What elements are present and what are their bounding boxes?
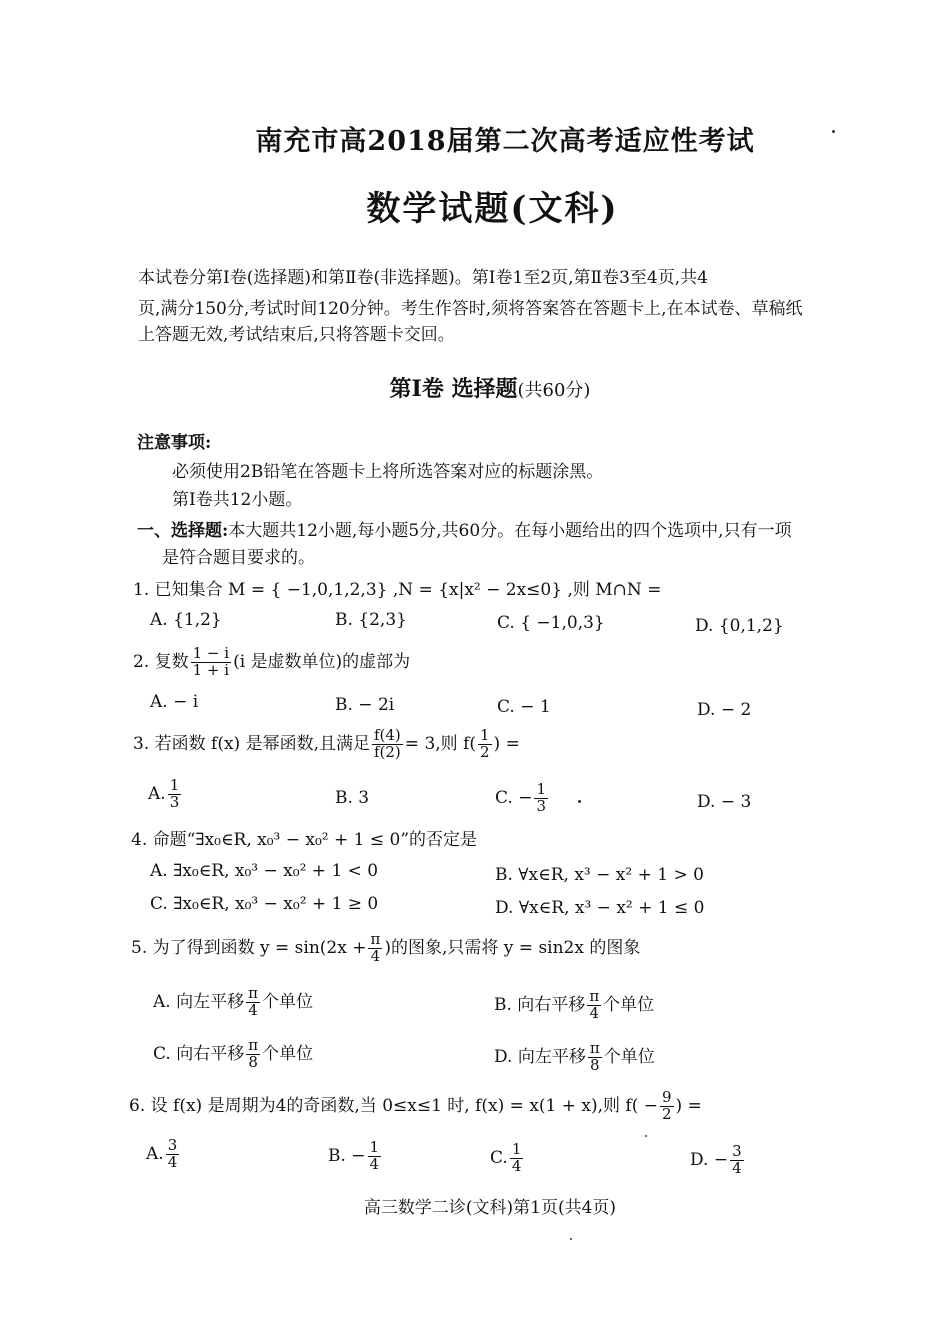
q3-option-a-label: A. [148,783,166,804]
section-score: (共60分) [517,380,591,401]
q3-stem-pre: 3. 若函数 f(x) 是幂函数,且满足 [133,733,370,754]
q5-option-a-post: 个单位 [261,991,313,1012]
q5-fraction-den: 4 [370,946,381,965]
q6-option-d [690,1144,746,1177]
q2-stem-post: (i 是虚数单位)的虚部为 [233,651,411,672]
notes-title: 注意事项: [137,433,212,453]
q3-stem-post: ) = [493,733,520,754]
q5-stem [131,932,640,965]
q1-option-b: B. {2,3} [335,610,407,630]
q5-option-d [494,1041,655,1074]
q4-option-d: D. ∀x∈R, x³ − x² + 1 ≤ 0 [495,898,705,918]
q5-option-c-fraction [246,1038,260,1071]
part-heading-line-2: 是符合题目要求的。 [162,548,315,568]
q6-option-b-den: 4 [369,1154,380,1173]
q5-option-d-fraction [588,1041,602,1074]
q5-option-b-pre: B. 向右平移 [494,994,586,1015]
q3-stem [133,728,520,761]
intro-line-1: 本试卷分第Ⅰ卷(选择题)和第Ⅱ卷(非选择题)。第Ⅰ卷1至2页,第Ⅱ卷3至4页,共4 [138,268,708,288]
q5-option-c [153,1038,313,1071]
q3-option-d: D. − 3 [697,792,752,812]
q3-fraction-den: f(2) [373,742,401,761]
q3-option-a-den: 3 [169,792,180,811]
q6-option-b-label: B. − [328,1145,366,1166]
scan-speck [832,130,835,133]
q6-option-a-fraction [166,1138,180,1171]
q2-stem [133,646,410,679]
q5-option-c-pre: C. 向右平移 [153,1043,245,1064]
q3-option-c [495,782,550,815]
section-title [0,378,950,400]
q5-option-c-den: 8 [248,1052,258,1071]
q4-option-c: C. ∃x₀∈R, x₀³ − x₀² + 1 ≥ 0 [150,894,379,914]
q5-option-d-den: 8 [590,1055,600,1074]
q6-option-d-num: 3 [732,1142,742,1160]
q6-option-a-num: 3 [167,1136,178,1154]
q3-option-a-fraction [168,778,182,811]
q6-fraction-num: 9 [662,1088,672,1106]
q1-option-c: C. { −1,0,3} [497,613,605,633]
q6-option-b [328,1140,383,1173]
q3-stem-mid: = 3,则 f( [404,733,476,754]
q6-option-c [490,1142,525,1175]
part-heading-label: 一、选择题: [137,521,229,541]
q5-option-d-num: π [589,1039,600,1057]
q2-fraction [191,646,231,679]
q6-option-d-label: D. − [690,1149,729,1170]
q5-option-a-den: 4 [248,1000,258,1019]
q5-option-b-den: 4 [589,1003,600,1022]
q5-option-a [153,986,313,1019]
q5-option-c-num: π [248,1036,259,1054]
q5-option-b-fraction [587,989,601,1022]
q6-stem-post: ) = [675,1095,702,1116]
intro-line-2: 页,满分150分,考试时间120分钟。考生作答时,须将答案答在答题卡上,在本试卷、草稿纸 [138,299,803,319]
q5-option-a-pre: A. 向左平移 [153,991,245,1012]
q2-option-b: B. − 2i [335,695,395,715]
q6-stem-pre: 6. 设 f(x) 是周期为4的奇函数,当 0≤x≤1 时, f(x) = x(1 + x),则 f( − [129,1095,658,1116]
q2-option-d: D. − 2 [697,700,752,720]
q6-fraction [660,1090,674,1123]
q3-fraction-2 [478,728,492,761]
q6-option-c-num: 1 [511,1140,522,1158]
section-title-text: 第Ⅰ卷 选择题 [389,376,518,402]
part-heading [137,523,792,540]
q5-option-a-num: π [248,984,258,1002]
q3-option-b: B. 3 [335,788,370,808]
q3-fraction [372,728,403,761]
q6-fraction-den: 2 [662,1104,672,1123]
q5-option-d-pre: D. 向左平移 [494,1046,586,1067]
q3-option-a-num: 1 [169,776,180,794]
q6-option-a-den: 4 [167,1152,178,1171]
q6-option-c-label: C. [490,1147,508,1168]
q1-stem: 1. 已知集合 M = { −1,0,1,2,3} ,N = {x|x² − 2x≤0} ,则 M∩N = [133,580,662,600]
exam-title: 南充市高2018届第二次高考适应性考试 [255,126,755,157]
q6-option-d-den: 4 [732,1158,742,1177]
q1-option-d: D. {0,1,2} [695,616,784,636]
q5-stem-pre: 5. 为了得到函数 y = sin(2x + [131,937,367,958]
q6-stem [129,1090,702,1123]
q6-option-d-fraction [730,1144,744,1177]
scan-speck [645,1135,647,1137]
scan-speck [578,800,581,803]
intro-line-3: 上答题无效,考试结束后,只将答题卡交回。 [138,325,455,345]
q3-fraction-num: f(4) [373,726,401,744]
q3-option-c-num: 1 [536,780,546,798]
q1-option-a: A. {1,2} [150,610,222,630]
q4-stem: 4. 命题“∃x₀∈R, x₀³ − x₀² + 1 ≤ 0”的否定是 [131,830,478,850]
q2-option-c: C. − 1 [497,697,551,717]
page-footer: 高三数学二诊(文科)第1页(共4页) [363,1198,617,1218]
q5-option-d-post: 个单位 [603,1046,655,1067]
q2-fraction-num: 1 − i [192,644,230,662]
q3-option-c-label: C. − [495,787,533,808]
q6-option-b-num: 1 [369,1138,380,1156]
q5-fraction [368,932,382,965]
q2-stem-pre: 2. 复数 [133,651,189,672]
note-1: 必须使用2B铅笔在答题卡上将所选答案对应的标题涂黑。 [172,462,604,482]
q5-fraction-num: π [370,930,381,948]
q3-option-c-den: 3 [536,796,546,815]
q6-option-b-fraction [368,1140,382,1173]
q6-option-a-label: A. [146,1143,164,1164]
exam-subtitle: 数学试题(文科) [366,189,619,229]
note-2: 第Ⅰ卷共12小题。 [172,490,303,510]
q5-option-b [494,989,654,1022]
q3-option-a [148,778,183,811]
q2-fraction-den: 1 + i [192,660,230,679]
q5-option-b-num: π [589,987,600,1005]
q5-stem-post: )的图象,只需将 y = sin2x 的图象 [384,937,641,958]
q5-option-a-fraction [246,986,260,1019]
q4-option-b: B. ∀x∈R, x³ − x² + 1 > 0 [495,865,704,885]
q6-option-a [146,1138,181,1171]
q3-option-c-fraction [534,782,548,815]
scan-speck [570,1238,572,1240]
q5-option-c-post: 个单位 [262,1043,314,1064]
q6-option-c-fraction [510,1142,524,1175]
part-heading-text: 本大题共12小题,每小题5分,共60分。在每小题给出的四个选项中,只有一项 [228,521,792,541]
q2-option-a: A. − i [150,692,199,712]
q3-fraction-2-den: 2 [480,742,490,761]
q3-fraction-2-num: 1 [480,726,490,744]
q6-option-c-den: 4 [511,1156,522,1175]
q5-option-b-post: 个单位 [603,994,655,1015]
q4-option-a: A. ∃x₀∈R, x₀³ − x₀² + 1 < 0 [150,861,379,881]
